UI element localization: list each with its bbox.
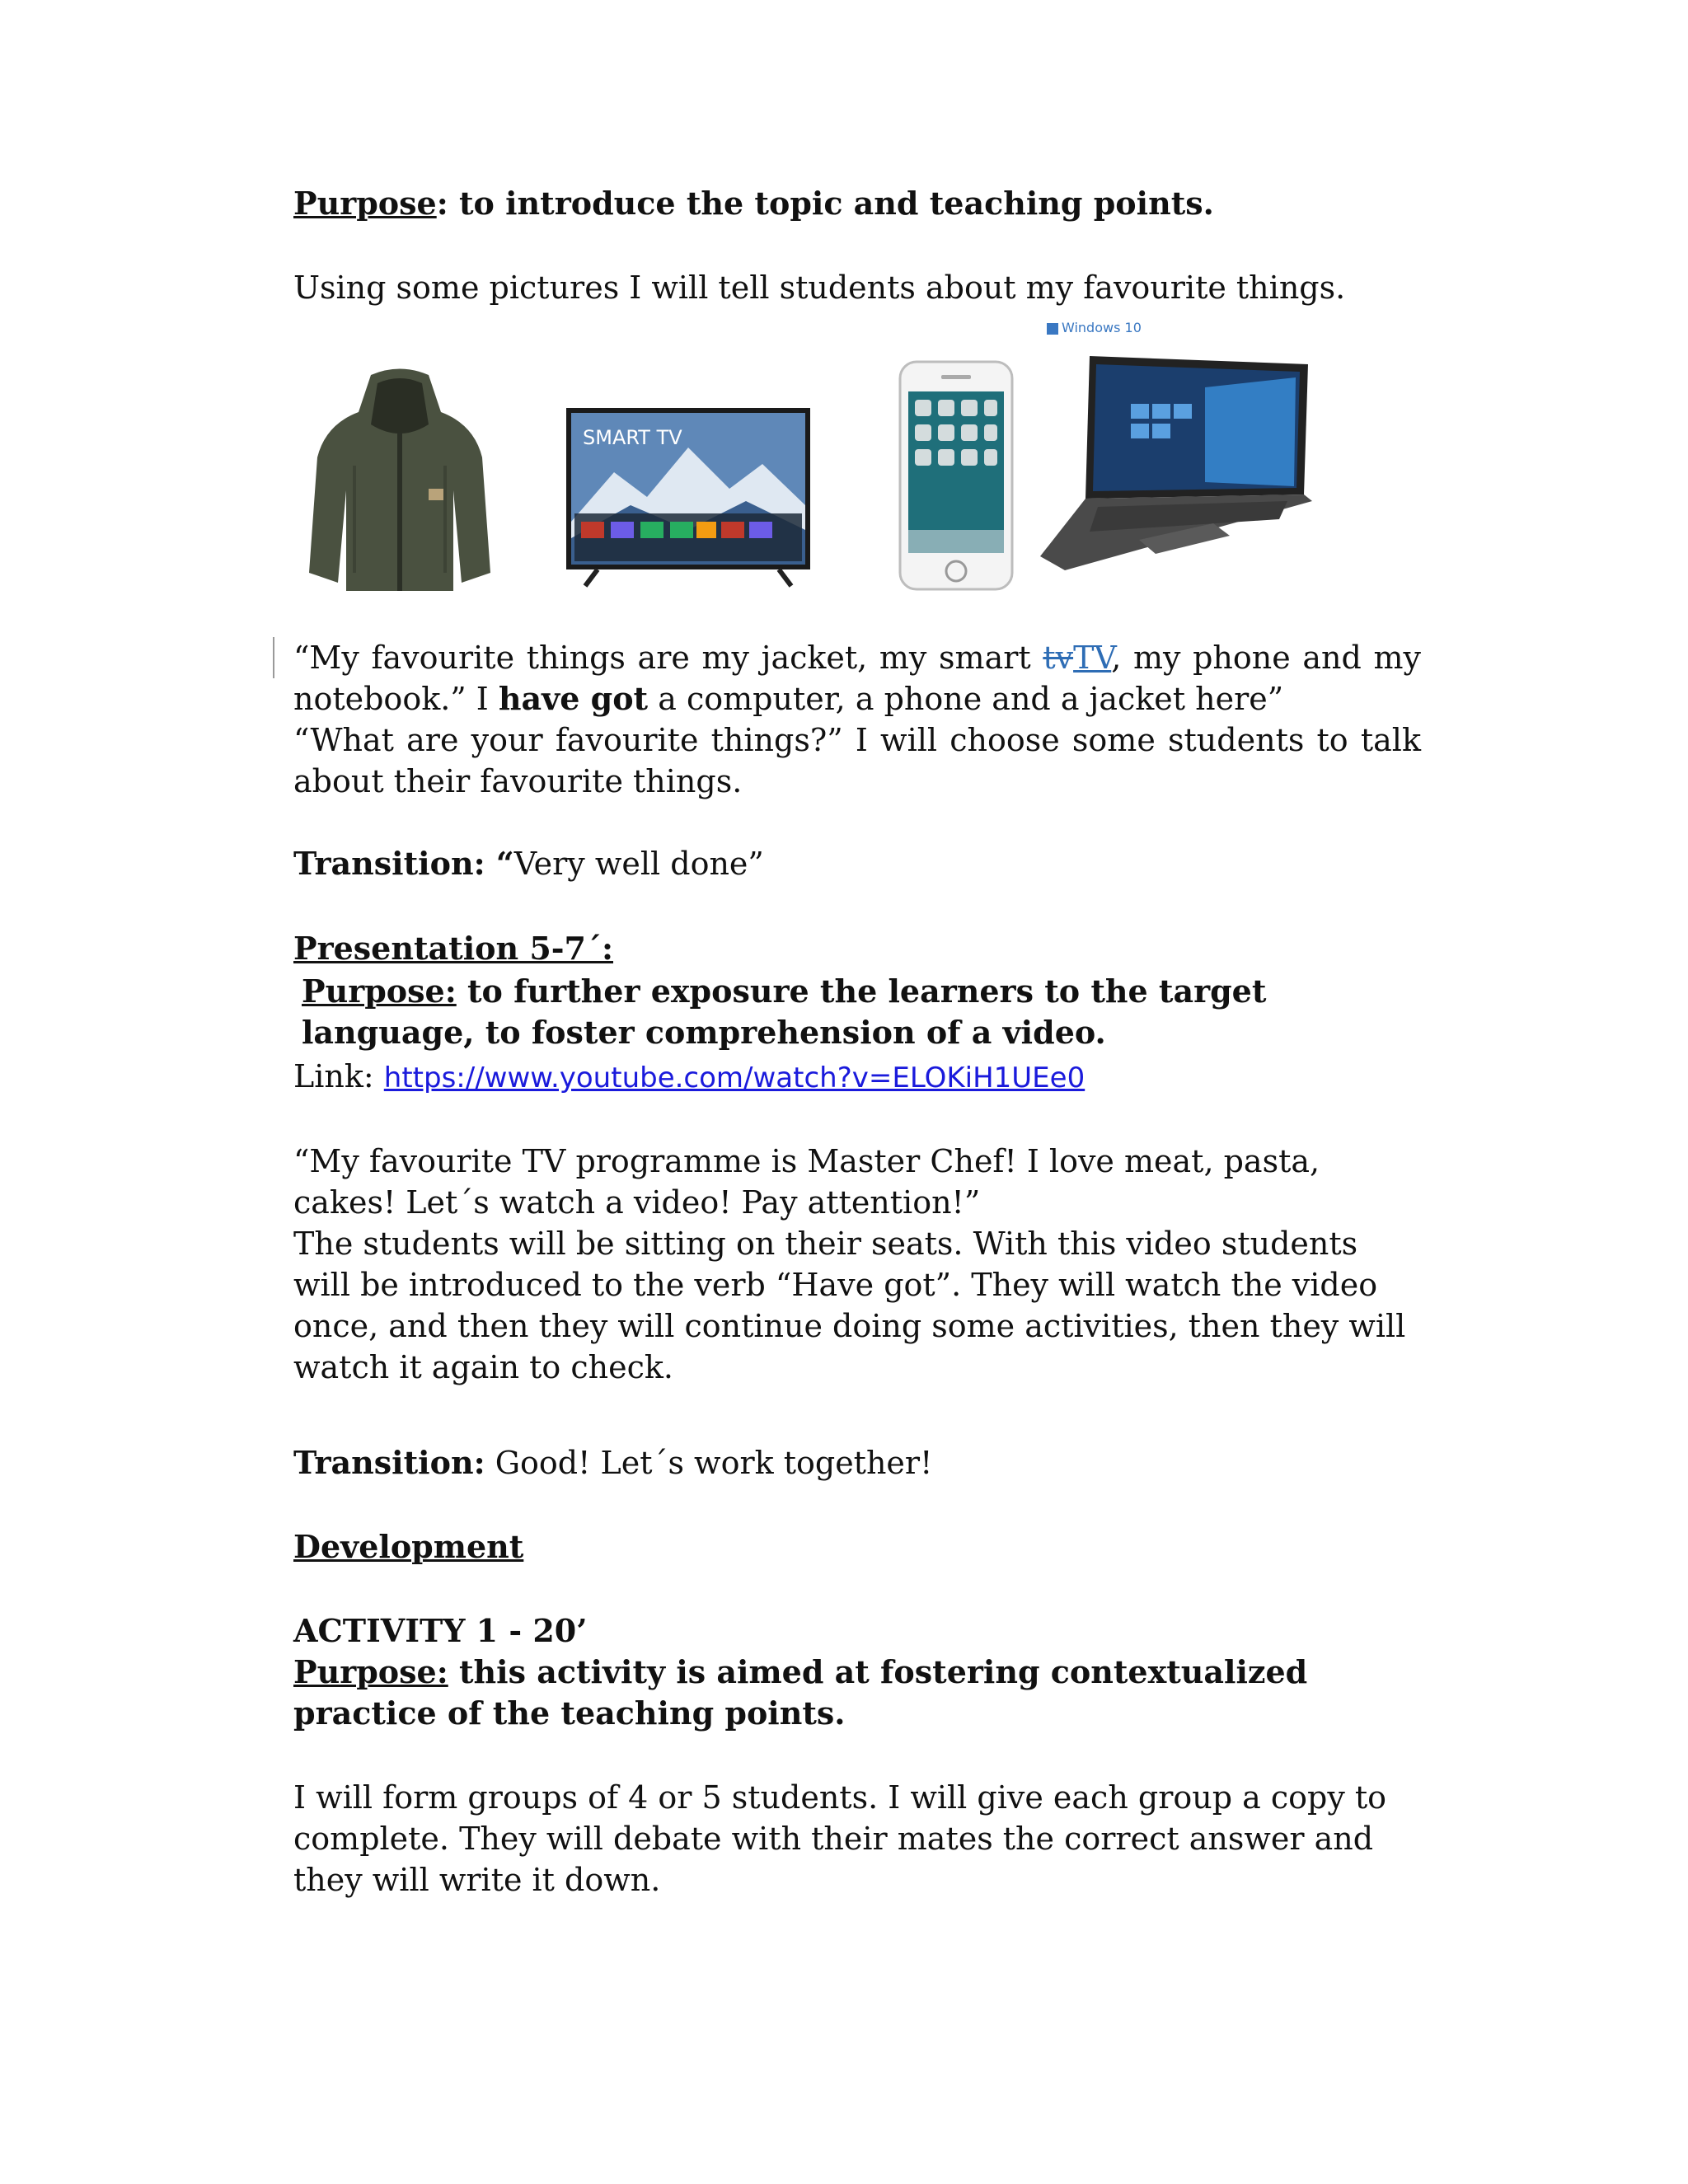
presentation-purpose-text: to further exposure the learners to the target language, to foster comprehension of a video. (302, 972, 1267, 1051)
transition-1-label: Transition: “ (293, 845, 514, 882)
transition-1 (293, 843, 1421, 884)
transition-1-text: Very well done” (513, 846, 764, 882)
development-heading (293, 1526, 1421, 1568)
purpose-label: Purpose (293, 185, 437, 222)
link-label: Link: (293, 1058, 384, 1094)
presentation-quote: “My favourite TV programme is Master Chef! I love meat, pasta, cakes! Let´s watch a video! Pay attention!” (293, 1143, 1320, 1221)
activity-1-purpose-label: Purpose: (293, 1653, 448, 1690)
development-heading-text: Development (293, 1528, 524, 1565)
quote-part3: a computer, a phone and a jacket here” (648, 681, 1284, 717)
presentation-purpose (293, 971, 1421, 1053)
tv-brand-text: SMART TV (583, 426, 682, 449)
activity-1-purpose-text: this activity is aimed at fostering contextualized practice of the teaching points. (293, 1653, 1308, 1732)
video-link-line (293, 1056, 1421, 1099)
activity-1-heading (293, 1610, 1421, 1652)
quote-paragraph (293, 637, 1421, 719)
jacket-image (305, 367, 495, 598)
activity-1-heading-text: ACTIVITY 1 - 20’ (293, 1612, 588, 1649)
activity-1-description: I will form groups of 4 or 5 students. I will give each group a copy to complete. They will debate with their mates the correct answer and they will write it down. (293, 1779, 1387, 1898)
windows-logo (1047, 320, 1142, 335)
smart-tv-image (565, 406, 812, 589)
presentation-heading (293, 928, 1421, 969)
question-paragraph: “What are your favourite things?” I will choose some students to talk about their favourite things. (293, 722, 1421, 799)
laptop-image (1040, 354, 1312, 573)
presentation-purpose-label: Purpose: (302, 972, 457, 1010)
video-link[interactable]: https://www.youtube.com/watch?v=ELOKiH1UEe0 (383, 1062, 1085, 1094)
activity-1-purpose (293, 1652, 1421, 1734)
revision-change-bar (273, 637, 274, 678)
intro-line: Using some pictures I will tell students about my favourite things. (293, 269, 1346, 306)
transition-2-text: Good! Let´s work together! (485, 1445, 933, 1481)
transition-2-label: Transition: (293, 1444, 485, 1481)
purpose-text: : to introduce the topic and teaching points. (436, 185, 1214, 222)
quote-part1: “My favourite things are my jacket, my smart (293, 640, 1043, 676)
quote-bold: have got (498, 680, 649, 717)
transition-2 (293, 1442, 1421, 1483)
phone-image (898, 360, 1014, 591)
intro-purpose (293, 183, 1421, 224)
presentation-heading-text: Presentation 5-7´: (293, 930, 614, 967)
presentation-description: The students will be sitting on their seats. With this video students will be introduced to the verb “Have got”. They will watch the video once, and then they will continue doing some activities, then they will watch it again to check. (293, 1226, 1406, 1385)
windows-icon (1047, 323, 1058, 335)
deleted-text: tv (1043, 640, 1074, 676)
quote-part2: , my phone and my notebook.” I (293, 640, 1421, 717)
inserted-text: TV (1073, 640, 1112, 676)
windows-logo-text: Windows 10 (1062, 320, 1142, 335)
